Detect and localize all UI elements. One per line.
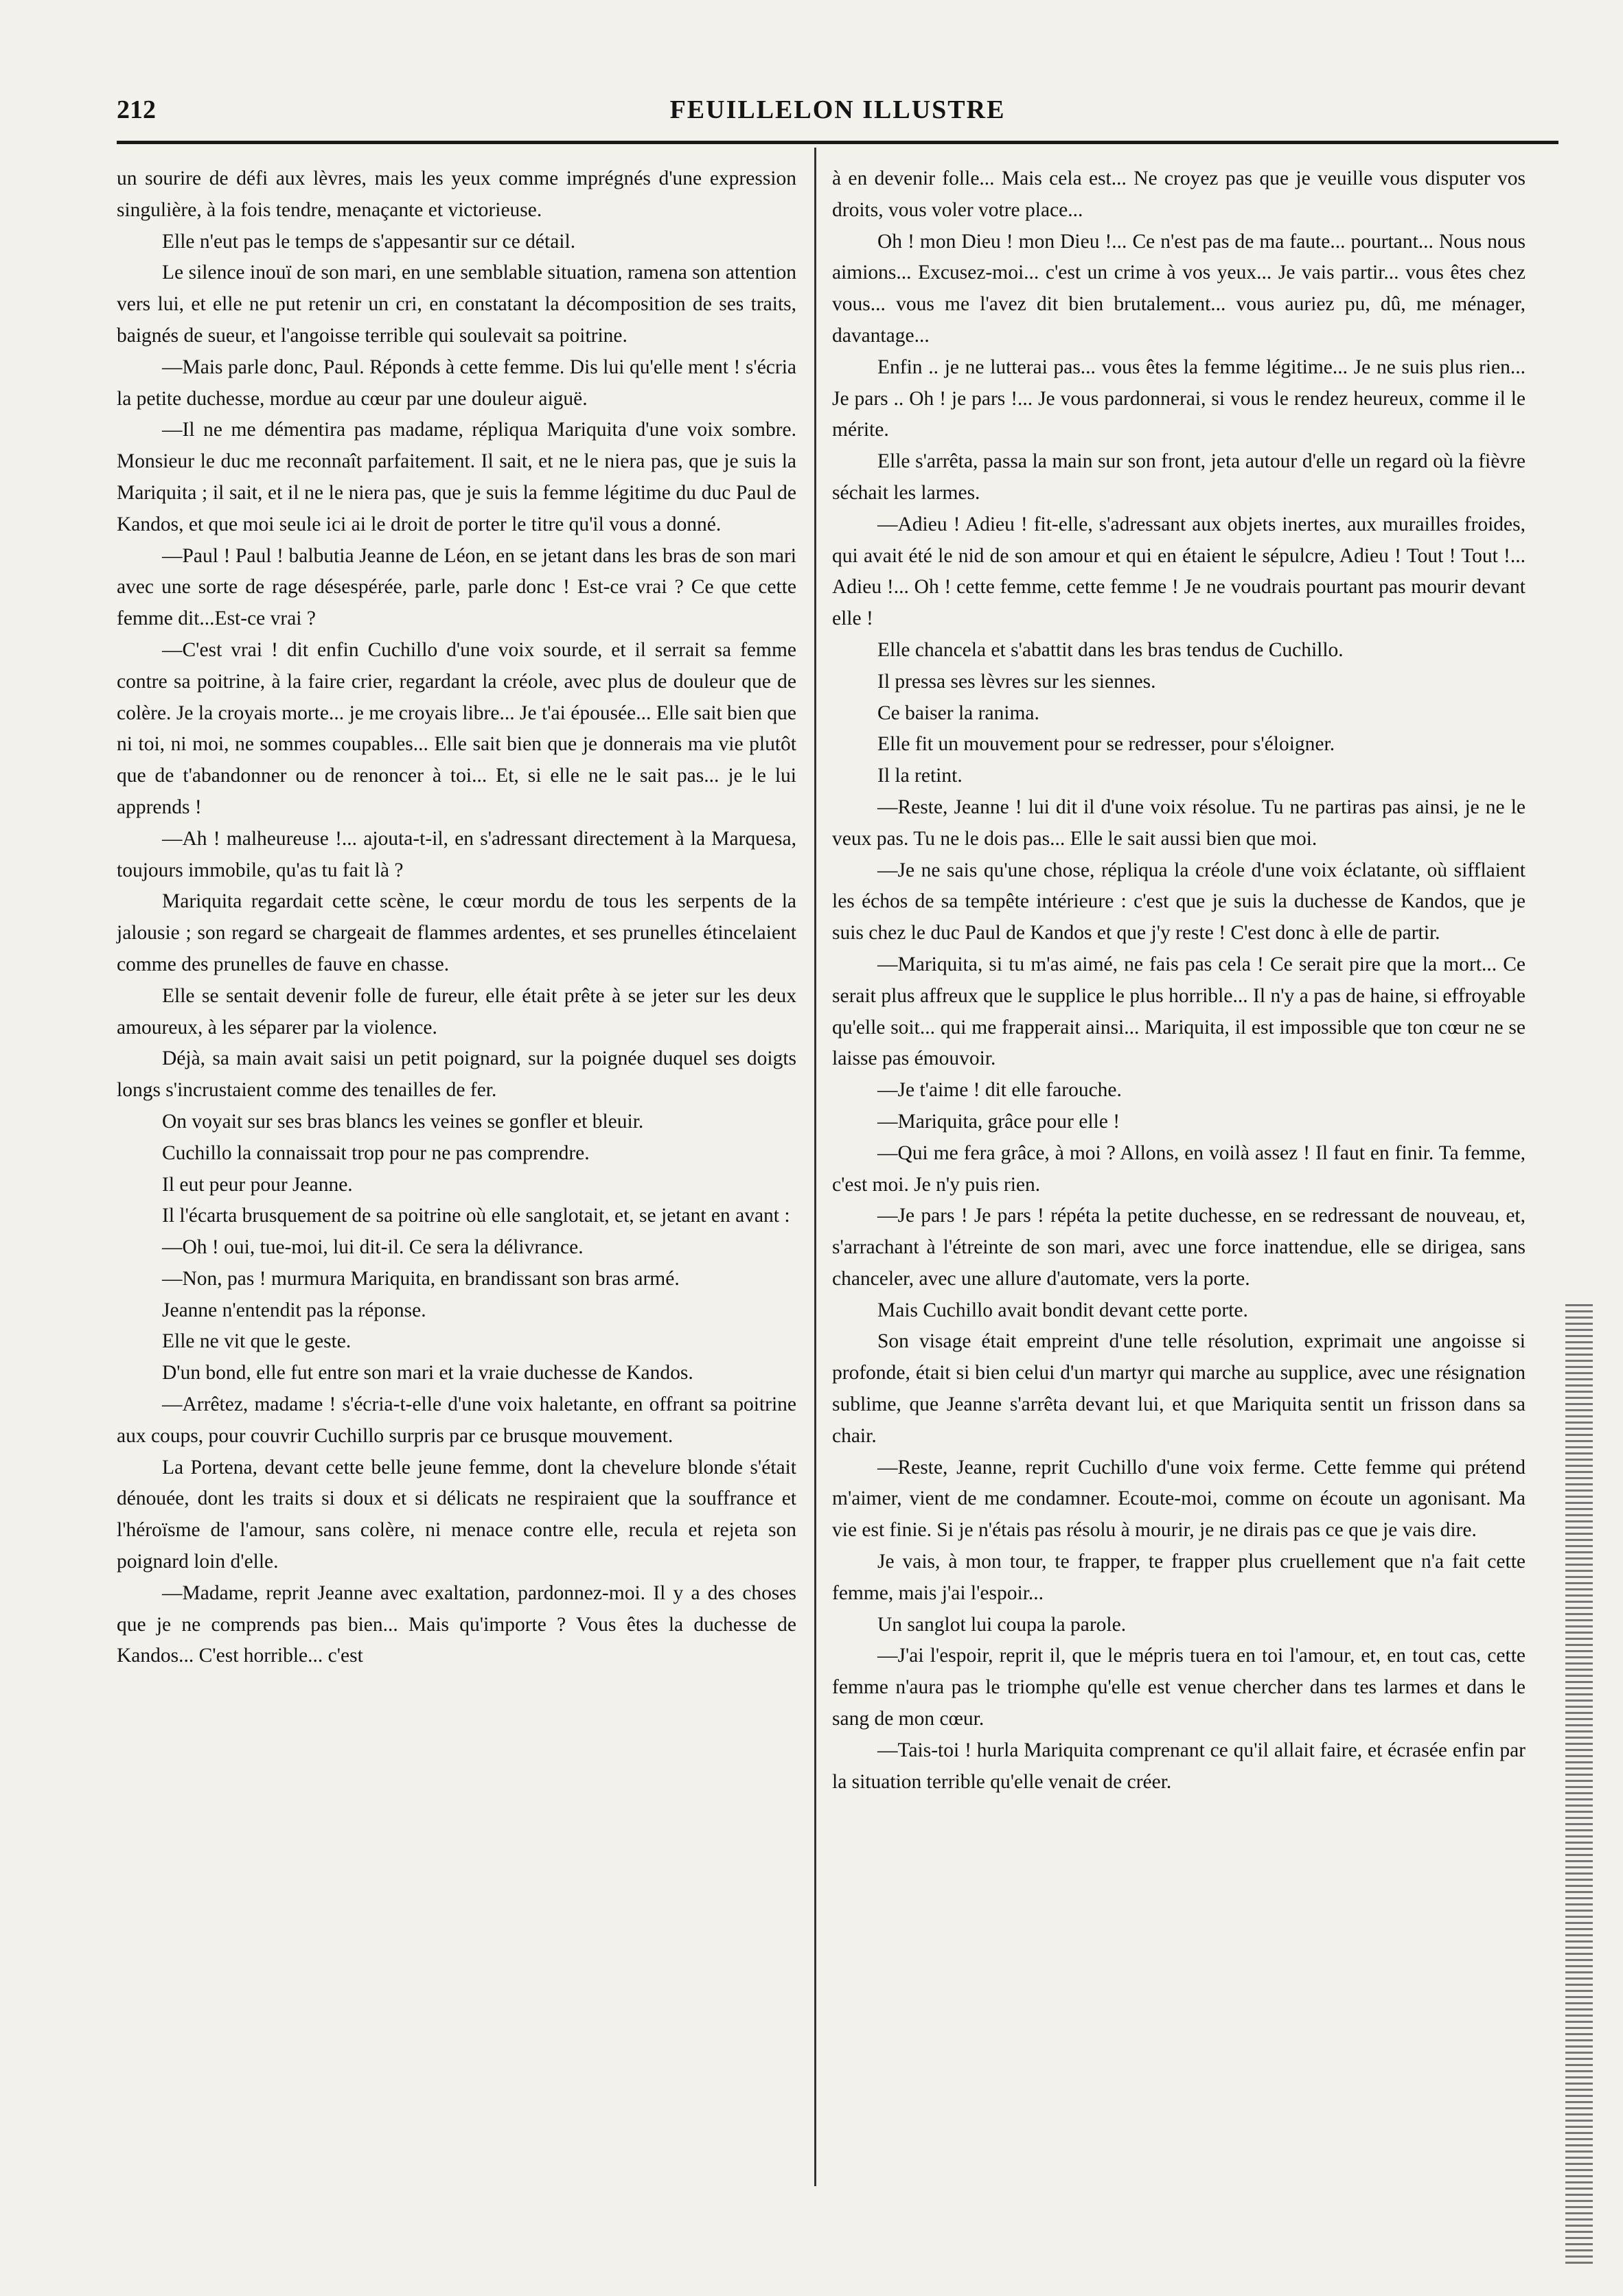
paragraph: Jeanne n'entendit pas la réponse. (162, 1299, 426, 1321)
paragraph: —C'est vrai ! dit enfin Cuchillo d'une voix sourde, et il serrait sa femme contre sa poitrine, à la faire crier, regardant la créole, avec plus de douleur que de colère. Je la croyais morte... je me croyais libre... Je t'ai épousée... Elle sait bien que ni toi, ni moi, ne sommes coupables... Elle sait bien que je donnerais ma vie plutôt que de t'abandonner ou de renoncer à toi... Et, si elle ne le sait pas... je le lui apprends ! (117, 638, 796, 818)
paragraph: Il la retint. (877, 765, 963, 787)
paragraph: Elle se sentait devenir folle de fureur, elle était prête à se jeter sur les deux amoureux, à les séparer par la violence. (117, 984, 796, 1039)
paragraph: Déjà, sa main avait saisi un petit poignard, sur la poignée duquel ses doigts longs s'incrustaient comme des tenailles de fer. (117, 1047, 796, 1102)
paragraph: Le silence inouï de son mari, en une semblable situation, ramena son attention vers lui, et elle ne put retenir un cri, en constatant la décomposition de ses traits, baignés de sueur, et l'angoisse terrible qui soulevait sa poitrine. (117, 262, 796, 347)
paragraph: —Madame, reprit Jeanne avec exaltation, pardonnez-moi. Il y a des choses que je ne comprends pas bien... Mais qu'importe ? Vous êtes la duchesse de Kandos... C'est horrible... c'est (117, 1581, 796, 1667)
paragraph: Je vais, à mon tour, te frapper, te frapper plus cruellement que n'a fait cette femme, mais j'ai l'espoir... (832, 1551, 1526, 1604)
paragraph: —Reste, Jeanne, reprit Cuchillo d'une voix ferme. Cette femme qui prétend m'aimer, vient de me condamner. Ecoute-moi, comme on écoute un agonisant. Ma vie est finie. Si je n'étais pas résolu à mourir, je ne dirais pas ce que je vais dire. (832, 1456, 1526, 1542)
paragraph: Elle n'eut pas le temps de s'appesantir sur ce détail. (162, 230, 576, 253)
paragraph: —Mariquita, si tu m'as aimé, ne fais pas cela ! Ce serait pire que la mort... Ce serait plus affreux que le supplice le plus horrible... Il n'y a pas de haine, si effroyable qu'elle soit... qui me frapperait ainsi... Mariquita, il est impossible que ton cœur ne se laisse pas émouvoir. (832, 953, 1526, 1070)
paragraph: Il l'écarta brusquement de sa poitrine où elle sanglotait, et, se jetant en avant : (162, 1205, 790, 1227)
paragraph: —Je pars ! Je pars ! répéta la petite duchesse, en se redressant de nouveau, et, s'arrachant à l'étreinte de son mari, avec une force inattendue, elle se dirigea, sans chanceler, avec une allure d'automate, vers la porte. (832, 1205, 1526, 1290)
paragraph: —Je t'aime ! dit elle farouche. (877, 1079, 1122, 1102)
paragraph: Oh ! mon Dieu ! mon Dieu !... Ce n'est pas de ma faute... pourtant... Nous nous aimions... Excusez-moi... c'est un crime à vos yeux... Je vais partir... vous êtes chez vous... vous me l'avez dit bien brutalement... vous auriez pu, dû, me ménager, davantage... (832, 230, 1526, 347)
paragraph: —Il ne me démentira pas madame, répliqua Mariquita d'une voix sombre. Monsieur le duc me reconnaît parfaitement. Il sait, et ne le niera pas, que je suis la Mariquita ; il sait, et il ne le niera pas, que je suis la femme légitime du duc Paul de Kandos, et que moi seule ici ai le droit de porter le titre qu'il vous a donné. (117, 419, 796, 535)
header-rule (117, 141, 1558, 144)
right-column (832, 163, 1526, 1798)
paragraph: —Mariquita, grâce pour elle ! (877, 1110, 1120, 1133)
paragraph: —Adieu ! Adieu ! fit-elle, s'adressant aux objets inertes, aux murailles froides, qui avait été le nid de son amour et qui en étaient le sépulcre, Adieu ! Tout ! Tout !... Adieu !... Oh ! cette femme, cette femme ! Je ne voudrais pourtant pas mourir devant elle ! (832, 513, 1526, 630)
paragraph: Enfin .. je ne lutterai pas... vous êtes la femme légitime... Je ne suis plus rien... Je pars .. Oh ! je pars !... Je vous pardonnerai, si vous le rendez heureux, comme il le mérite. (832, 356, 1526, 441)
running-title: FEUILLELON ILLUSTRE (669, 95, 1006, 124)
paragraph: Il eut peur pour Jeanne. (162, 1173, 353, 1196)
paragraph: Cuchillo la connaissait trop pour ne pas comprendre. (162, 1141, 590, 1164)
paragraph: —Ah ! malheureuse !... ajouta-t-il, en s'adressant directement à la Marquesa, toujours immobile, qu'as tu fait là ? (117, 827, 796, 881)
paragraph: Elle s'arrêta, passa la main sur son front, jeta autour d'elle un regard où la fièvre séchait les larmes. (832, 450, 1526, 504)
paragraph: On voyait sur ses bras blancs les veines se gonfler et bleuir. (162, 1110, 644, 1133)
paragraph: —Qui me fera grâce, à moi ? Allons, en voilà assez ! Il faut en finir. Ta femme, c'est moi. Je n'y puis rien. (832, 1141, 1526, 1196)
paragraph: —Je ne sais qu'une chose, répliqua la créole d'une voix éclatante, où sifflaient les échos de sa tempête intérieure : c'est que je suis la duchesse de Kandos, que je suis chez le duc Paul de Kandos et que j'y reste ! C'est donc à elle de partir. (832, 859, 1526, 944)
paragraph: Mais Cuchillo avait bondit devant cette porte. (877, 1299, 1248, 1321)
paragraph: Il pressa ses lèvres sur les siennes. (877, 670, 1156, 693)
paragraph: —Non, pas ! murmura Mariquita, en brandissant son bras armé. (162, 1267, 680, 1290)
page-header (117, 82, 1558, 137)
paragraph: D'un bond, elle fut entre son mari et la vraie duchesse de Kandos. (162, 1362, 693, 1384)
paragraph: Un sanglot lui coupa la parole. (877, 1613, 1127, 1636)
column-divider (814, 148, 816, 2186)
paragraph: La Portena, devant cette belle jeune femme, dont la chevelure blonde s'était dénouée, dont les traits si doux et si délicats ne respiraient que la souffrance et l'héroïsme de l'amour, sans colère, ni menace contre elle, recula et rejeta son poignard loin d'elle. (117, 1456, 796, 1573)
paragraph: —Reste, Jeanne ! lui dit il d'une voix résolue. Tu ne partiras pas ainsi, je ne le veux pas. Tu ne le dois pas... Elle le sait aussi bien que moi. (832, 796, 1526, 850)
paragraph: un sourire de défi aux lèvres, mais les yeux comme imprégnés d'une expression singulière, à la fois tendre, menaçante et victorieuse. (117, 167, 796, 221)
paragraph: —Tais-toi ! hurla Mariquita comprenant ce qu'il allait faire, et écrasée enfin par la situation terrible qu'elle venait de créer. (832, 1739, 1526, 1793)
page-edge-texture (1565, 1304, 1593, 2265)
paragraph: —Arrêtez, madame ! s'écria-t-elle d'une voix haletante, en offrant sa poitrine aux coups, pour couvrir Cuchillo surpris par ce brusque mouvement. (117, 1393, 796, 1447)
paragraph: Son visage était empreint d'une telle résolution, exprimait une angoisse si profonde, était si bien celui d'un martyr qui marche au supplice, avec une résignation sublime, que Jeanne s'arrêta devant lui, et que Mariquita sentit un frisson dans sa chair. (832, 1330, 1526, 1447)
paragraph: Elle chancela et s'abattit dans les bras tendus de Cuchillo. (877, 638, 1344, 661)
paragraph: Elle fit un mouvement pour se redresser, pour s'éloigner. (877, 733, 1335, 756)
paragraph: Ce baiser la ranima. (877, 701, 1039, 724)
paragraph: à en devenir folle... Mais cela est... Ne croyez pas que je veuille vous disputer vos droits, vous voler votre place... (832, 167, 1526, 221)
paragraph: —Mais parle donc, Paul. Réponds à cette femme. Dis lui qu'elle ment ! s'écria la petite duchesse, mordue au cœur par une douleur aiguë. (117, 356, 796, 410)
paragraph: Elle ne vit que le geste. (162, 1330, 352, 1353)
paragraph: —Oh ! oui, tue-moi, lui dit-il. Ce sera la délivrance. (162, 1236, 584, 1259)
page-number: 212 (117, 95, 156, 124)
paragraph: —J'ai l'espoir, reprit il, que le mépris tuera en toi l'amour, et, en tout cas, cette femme n'aura pas le triomphe qu'elle est venue chercher dans tes larmes et dans le sang de mon cœur. (832, 1645, 1526, 1730)
paragraph: —Paul ! Paul ! balbutia Jeanne de Léon, en se jetant dans les bras de son mari avec une sorte de rage désespérée, parle, parle donc ! Est-ce vrai ? Ce que cette femme dit...Est-ce vrai ? (117, 544, 796, 630)
paragraph: Mariquita regardait cette scène, le cœur mordu de tous les serpents de la jalousie ; son regard se chargeait de flammes ardentes, et ses prunelles étincelaient comme des prunelles de fauve en chasse. (117, 890, 796, 975)
left-column (117, 163, 796, 1672)
